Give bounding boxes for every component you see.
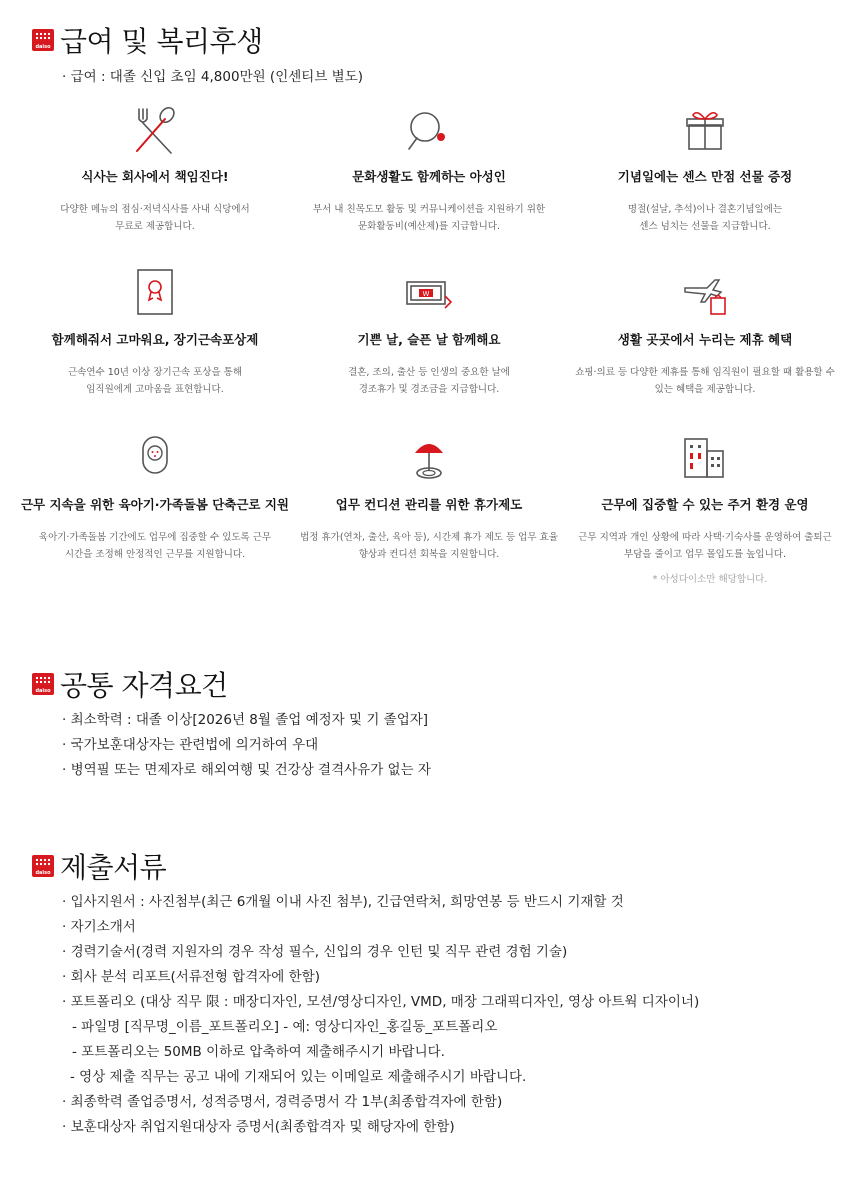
benefit-card-longservice: 함께해줘서 고마워요, 장기근속포상제 근속연수 10년 이상 장기근속 포상을 통해 임직원에게 고마움을 표현합니다. — [15, 268, 295, 398]
list-item: · 병역필 또는 면제자로 해외여행 및 건강상 결격사유가 없는 자 — [62, 762, 431, 778]
list-subitem: - 포트폴리오는 50MB 이하로 압축하여 제출해주시기 바랍니다. — [72, 1044, 445, 1060]
building-icon — [677, 433, 733, 485]
baby-icon — [127, 433, 183, 485]
list-item: · 회사 분석 리포트(서류전형 합격자에 한함) — [62, 969, 320, 985]
list-item: · 입사지원서 : 사진첨부(최근 6개월 이내 사진 첨부), 긴급연락처, 희망연봉 등 반드시 기재할 것 — [62, 894, 624, 910]
list-subitem: - 파일명 [직무명_이름_포트폴리오] - 예: 영상디자인_홍길동_포트폴리오 — [72, 1019, 498, 1035]
section-header-qualifications — [32, 664, 228, 704]
benefit-card-culture: 문화생활도 함께하는 아성인 부서 내 친목도모 활동 및 커뮤니케이션을 지원하기 위한 문화활동비(예산제)를 지급합니다. — [289, 105, 569, 235]
benefit-card-gift: 기념일에는 센스 만점 선물 증정 명절(설날, 추석)이나 결혼기념일에는 센스 넘치는 선물을 지급합니다. — [565, 105, 845, 235]
benefit-card-vacation: 업무 컨디션 관리를 위한 휴가제도 법정 휴가(연차, 출산, 육아 등), 시간제 휴가 제도 등 업무 효율 향상과 컨디션 회복을 지원합니다. — [289, 433, 569, 563]
fork-spoon-icon — [127, 105, 183, 157]
list-item: · 국가보훈대상자는 관련법에 의거하여 우대 — [62, 737, 319, 753]
daiso-logo-icon: daiso — [32, 855, 54, 877]
plane-shopping-icon — [677, 268, 733, 320]
list-subitem: - 영상 제출 직무는 공고 내에 기재되어 있는 이메일로 제출해주시기 바랍니다. — [70, 1069, 527, 1085]
section-title: 제출서류 — [60, 851, 167, 884]
money-envelope-icon — [401, 268, 457, 320]
section-title: 급여 및 복리후생 — [60, 25, 263, 58]
benefit-card-childcare: 근무 지속을 위한 육아기·가족돌봄 단축근로 지원 육아기·가족돌봄 기간에도 업무에 집중할 수 있도록 근무 시간을 조정해 안정적인 근무를 지원합니다. — [15, 433, 295, 563]
section-header-benefits — [32, 20, 263, 60]
daiso-only-note: * 아성다이소만 해당합니다. — [652, 574, 768, 585]
daiso-logo-icon: daiso — [32, 673, 54, 695]
list-item: · 최종학력 졸업증명서, 성적증명서, 경력증명서 각 1부(최종합격자에 한함) — [62, 1094, 503, 1110]
award-certificate-icon — [127, 268, 183, 320]
list-item: · 보훈대상자 취업지원대상자 증명서(최종합격자 및 해당자에 한함) — [62, 1119, 455, 1135]
list-item: · 경력기술서(경력 지원자의 경우 작성 필수, 신입의 경우 인턴 및 직무 관련 경험 기술) — [62, 944, 568, 960]
list-item: · 최소학력 : 대졸 이상[2026년 8월 졸업 예정자 및 기 졸업자] — [62, 712, 429, 728]
benefit-card-partnership: 생활 곳곳에서 누리는 제휴 혜택 쇼핑·의료 등 다양한 제휴를 통해 임직원이 필요할 때 활용할 수 있는 혜택을 제공합니다. — [565, 268, 845, 398]
beach-umbrella-icon — [401, 433, 457, 485]
salary-text: · 급여 : 대졸 신입 초임 4,800만원 (인센티브 별도) — [62, 69, 364, 85]
ping-pong-icon — [401, 105, 457, 157]
section-title: 공통 자격요건 — [60, 669, 228, 702]
benefit-card-meal: 식사는 회사에서 책임진다! 다양한 메뉴의 점심·저녁식사를 사내 식당에서 무료로 제공합니다. — [15, 105, 295, 235]
section-header-documents — [32, 846, 166, 886]
benefit-card-family-events: W 기쁜 날, 슬픈 날 함께해요 결혼, 조의, 출산 등 인생의 중요한 날에 경조휴가 및 경조금을 지급합니다. — [289, 268, 569, 398]
benefit-card-housing: 근무에 집중할 수 있는 주거 환경 운영 근무 지역과 개인 상황에 따라 사택·기숙사를 운영하여 출퇴근 부담을 줄이고 업무 몰입도를 높입니다. — [565, 433, 845, 563]
daiso-logo-icon: daiso — [32, 29, 54, 51]
list-item: · 자기소개서 — [62, 919, 136, 935]
svg-text:W: W — [422, 290, 430, 298]
list-item: · 포트폴리오 (대상 직무 限 : 매장디자인, 모션/영상디자인, VMD, 매장 그래픽디자인, 영상 아트웍 디자이너) — [62, 994, 700, 1010]
gift-box-icon — [677, 105, 733, 157]
